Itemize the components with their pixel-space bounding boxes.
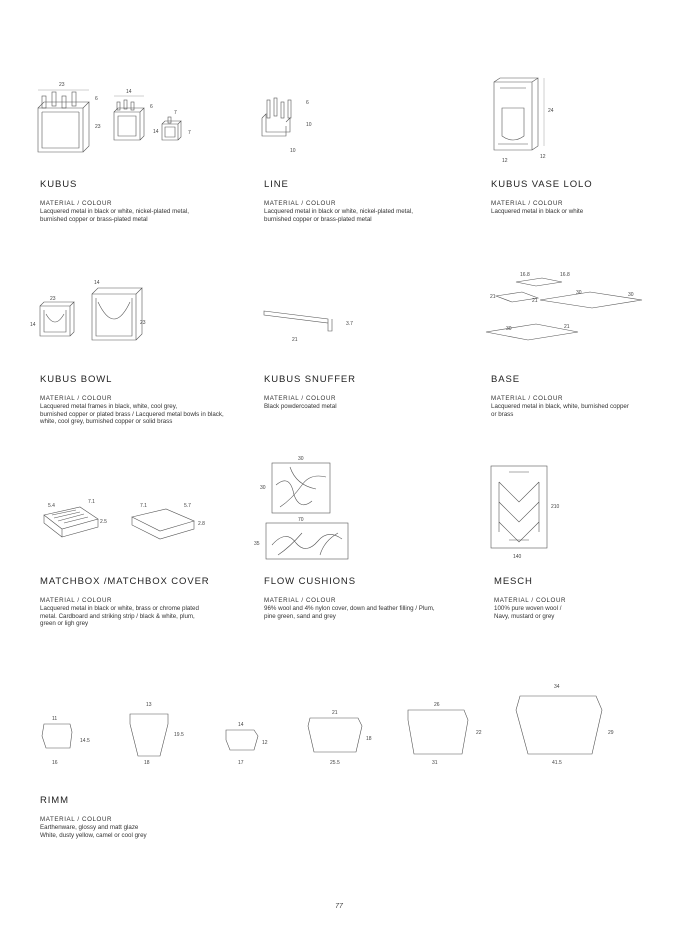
product-title: MATCHBOX /MATCHBOX COVER — [40, 576, 210, 587]
kubus-dim-5: 6 — [150, 104, 153, 110]
rimm-dim-16: 34 — [554, 684, 560, 690]
matchbox-dim-6: 2.8 — [198, 521, 205, 527]
kubus-dim-3: 23 — [95, 124, 101, 130]
snuffer-dim-2: 21 — [292, 337, 298, 343]
mesch-dim-2: 140 — [513, 554, 522, 560]
line-dim-2: 10 — [306, 122, 312, 128]
rimm-dim-4: 13 — [146, 702, 152, 708]
product-mesch — [494, 576, 659, 620]
rimm-dim-17: 29 — [608, 730, 614, 736]
rimm-dim-14: 22 — [476, 730, 482, 736]
product-title: KUBUS SNUFFER — [264, 374, 356, 385]
product-kubus — [40, 179, 240, 223]
product-rimm — [40, 795, 260, 839]
rimm-dim-11: 18 — [366, 736, 372, 742]
product-kubus-bowl — [40, 374, 255, 426]
product-base — [491, 374, 666, 418]
material-label: MATERIAL / COLOUR — [491, 395, 564, 402]
kubus-dim-1: 23 — [59, 82, 65, 88]
lolo-drawing — [488, 78, 568, 168]
base-dim-7: 21 — [564, 324, 570, 330]
product-title: LINE — [264, 179, 289, 190]
material-label: MATERIAL / COLOUR — [40, 816, 113, 823]
product-title: KUBUS — [40, 179, 78, 190]
rimm-dim-12: 25.5 — [330, 760, 340, 766]
matchbox-dim-1: 5.4 — [48, 503, 55, 509]
product-title: FLOW CUSHIONS — [264, 576, 356, 587]
matchbox-dim-2: 7.1 — [88, 499, 95, 505]
flow-dim-4: 35 — [254, 541, 260, 547]
kubus-dim-8: 7 — [188, 130, 191, 136]
kubus-dim-4: 14 — [126, 89, 132, 95]
kubus-dim-6: 14 — [153, 129, 159, 135]
flow-dim-3: 70 — [298, 517, 304, 523]
rimm-dim-13: 26 — [434, 702, 440, 708]
material-desc: Lacquered metal in black or white, nickel-plated metal, burnished copper or brass-plated metal — [40, 208, 189, 223]
snuffer-dim-1: 3.7 — [346, 321, 353, 327]
line-dim-1: 6 — [306, 100, 309, 106]
product-title: BASE — [491, 374, 520, 385]
base-dim-6: 30 — [628, 292, 634, 298]
rimm-dim-18: 41.5 — [552, 760, 562, 766]
material-desc: Lacquered metal in black, white, burnished copper or brass — [491, 403, 629, 418]
material-label: MATERIAL / COLOUR — [264, 395, 337, 402]
kubus-drawing — [28, 78, 198, 158]
kubus-bowl-drawing — [28, 278, 178, 348]
base-dim-5: 30 — [576, 290, 582, 296]
product-kubus-vase-lolo — [491, 179, 661, 216]
lolo-dim-3: 12 — [540, 154, 546, 160]
flow-cushions-drawing — [250, 455, 360, 565]
material-desc: Lacquered metal in black or white, nickel-plated metal, burnished copper or brass-plated metal — [264, 208, 413, 223]
rimm-dim-7: 14 — [238, 722, 244, 728]
bowl-dim-2: 14 — [30, 322, 36, 328]
material-label: MATERIAL / COLOUR — [40, 395, 113, 402]
rimm-dim-9: 17 — [238, 760, 244, 766]
rimm-dim-8: 12 — [262, 740, 268, 746]
product-line — [264, 179, 474, 223]
material-desc: Lacquered metal in black or white, brass or chrome plated metal. Cardboard and striking strip / black & white, plum, green or ligh grey — [40, 605, 199, 628]
kubus-dim-7: 7 — [174, 110, 177, 116]
matchbox-dim-5: 5.7 — [184, 503, 191, 509]
matchbox-drawing — [40, 495, 220, 550]
flow-dim-2: 30 — [260, 485, 266, 491]
product-matchbox — [40, 576, 255, 628]
rimm-dim-10: 21 — [332, 710, 338, 716]
material-desc: Black powdercoated metal — [264, 403, 337, 410]
line-drawing — [258, 88, 338, 158]
matchbox-dim-4: 7.1 — [140, 503, 147, 509]
mesch-dim-1: 210 — [551, 504, 560, 510]
rimm-dim-15: 31 — [432, 760, 438, 766]
rimm-dim-2: 14.5 — [80, 738, 90, 744]
base-dim-8: 30 — [506, 326, 512, 332]
material-label: MATERIAL / COLOUR — [40, 200, 113, 207]
bowl-dim-3: 14 — [94, 280, 100, 286]
mesch-drawing — [485, 462, 565, 562]
product-title: KUBUS VASE LOLO — [491, 179, 593, 190]
lolo-dim-2: 12 — [502, 158, 508, 164]
rimm-dim-1: 11 — [52, 716, 58, 722]
material-label: MATERIAL / COLOUR — [494, 597, 567, 604]
product-title: RIMM — [40, 795, 69, 806]
rimm-dim-3: 16 — [52, 760, 58, 766]
product-kubus-snuffer — [264, 374, 464, 411]
material-desc: Lacquered metal in black or white — [491, 208, 584, 215]
rimm-drawing — [36, 680, 636, 775]
material-desc: Earthenware, glossy and matt glaze White, dusty yellow, camel or cool grey — [40, 824, 147, 839]
base-drawing — [482, 268, 642, 358]
product-flow-cushions — [264, 576, 479, 620]
rimm-dim-6: 18 — [144, 760, 150, 766]
kubus-dim-2: 6 — [95, 96, 98, 102]
material-label: MATERIAL / COLOUR — [40, 597, 113, 604]
material-desc: Lacquered metal frames in black, white, cool grey, burnished copper or plated brass / Lacquered metal bowls in black, white, cool grey, burnished copper or solid brass — [40, 403, 224, 426]
base-dim-2: 16.8 — [560, 272, 570, 278]
bowl-dim-4: 23 — [140, 320, 146, 326]
material-label: MATERIAL / COLOUR — [491, 200, 564, 207]
lolo-dim-1: 24 — [548, 108, 554, 114]
base-dim-3: 21 — [490, 294, 496, 300]
base-dim-4: 21 — [532, 298, 538, 304]
flow-dim-1: 30 — [298, 456, 304, 462]
product-title: MESCH — [494, 576, 533, 587]
page-number: 77 — [335, 903, 343, 910]
line-dim-3: 10 — [290, 148, 296, 154]
material-label: MATERIAL / COLOUR — [264, 200, 337, 207]
matchbox-dim-3: 2.5 — [100, 519, 107, 525]
material-desc: 100% pure woven wool / Navy, mustard or grey — [494, 605, 562, 620]
rimm-dim-5: 19.5 — [174, 732, 184, 738]
snuffer-drawing — [258, 305, 358, 345]
material-label: MATERIAL / COLOUR — [264, 597, 337, 604]
base-dim-1: 16.8 — [520, 272, 530, 278]
product-title: KUBUS BOWL — [40, 374, 113, 385]
bowl-dim-1: 23 — [50, 296, 56, 302]
material-desc: 96% wool and 4% nylon cover, down and feather filling / Plum, pine green, sand and grey — [264, 605, 435, 620]
